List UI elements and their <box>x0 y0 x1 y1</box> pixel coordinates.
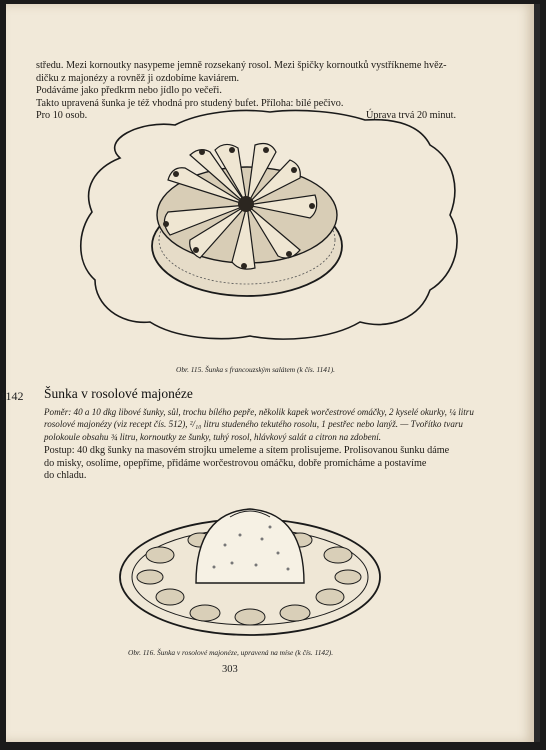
figure-116-illustration <box>0 495 546 655</box>
recipe-ingredients <box>44 406 474 443</box>
ingredients-line: polokoule obsahu ¾ litru, kornoutky ze šunky, tuhý rosol, hlávkový salát a citron na zdobení. <box>44 431 382 442</box>
recipe-procedure <box>44 445 462 483</box>
text-line: dičku z majonézy a rovněž ji ozdobíme kaviárem. <box>36 72 240 84</box>
recipe-number: 1142 <box>0 389 24 403</box>
figure-116-caption: Obr. 116. Šunka v rosolové majonéze, upravená na míse (k čís. 1142). <box>128 648 334 657</box>
procedure-line: do misky, osolíme, opepříme, přidáme worčestrovou omáčku, dobře promícháme a postavíme <box>44 457 427 469</box>
ingredients-line: rosolové majonézy (viz recept čís. 512), ²/₁₀ litru studeného tekutého rosolu, 1 pestřec nebo lanýž. — Tvořítko tvaru <box>44 419 463 430</box>
page-number: 303 <box>222 664 238 675</box>
procedure-line: do chladu. <box>44 470 87 482</box>
time-text: Úprava trvá 20 minut. <box>366 110 456 122</box>
servings-text: Pro 10 osob. <box>36 110 88 122</box>
ingredients-line: Poměr: 40 a 10 dkg libové šunky, sůl, trochu bílého pepře, několik kapek worčestrové omáčky, 2 kyselé okurky, ¼ litru <box>44 407 474 417</box>
text-line: středu. Mezi kornoutky nasypeme jemně rozsekaný rosol. Mezi špičky kornoutků vystříkneme hvěz- <box>36 60 447 71</box>
text-line: Podáváme jako předkrm nebo jídlo po večeři. <box>36 85 222 97</box>
procedure-line: Postup: 40 dkg šunky na masovém strojku umeleme a sítem prolisujeme. Prolisovanou šunku dáme <box>44 445 450 456</box>
recipe-title: Šunka v rosolové majonéze <box>44 386 193 401</box>
text-line: Takto upravená šunka je též vhodná pro studený bufet. Příloha: bílé pečivo. <box>36 97 344 109</box>
figure-115-caption: Obr. 115. Šunka s francouzským salátem (k čís. 1141). <box>176 365 336 374</box>
ham-dome <box>196 509 304 583</box>
